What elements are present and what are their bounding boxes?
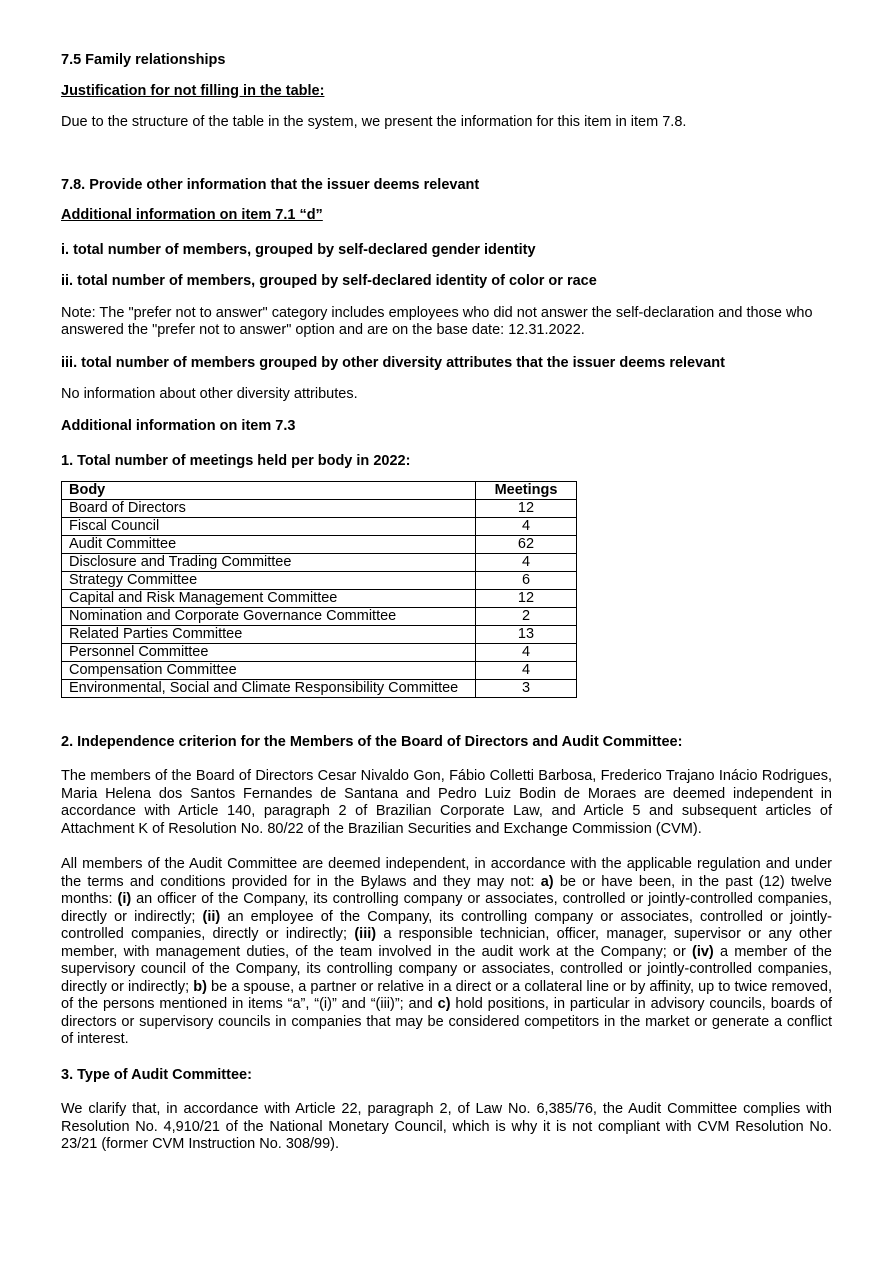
justification-text: Due to the structure of the table in the system, we present the information for this item in item 7.8. (61, 114, 687, 130)
section-heading-7-5: 7.5 Family relationships (61, 52, 226, 68)
meetings-count-cell: 6 (476, 571, 577, 589)
table-row (62, 553, 577, 571)
bold-item-marker: (i) (117, 891, 132, 907)
table-row (62, 535, 577, 553)
body-name-cell: Personnel Committee (62, 643, 476, 661)
body-name-cell: Nomination and Corporate Governance Committee (62, 607, 476, 625)
table-row (62, 499, 577, 517)
audit-type-text: We clarify that, in accordance with Article 22, paragraph 2, of Law No. 6,385/76, the Audit Committee complies with Resolution No. 4,910/21 of the National Monetary Council, which is why it is not compliant with CVM Resolution No. 23/21 (former CVM Instruction No. 308/99). (61, 1101, 832, 1152)
bold-item-marker: b) (193, 978, 207, 995)
table-row (62, 589, 577, 607)
meetings-table-body (62, 499, 577, 697)
text-segment: be or have been, in the past (12) twelve months: (61, 873, 832, 907)
text-segment: All members of the Audit Committee are deemed independent, in accordance with the applicable regulation and under the terms and conditions provided for in the Bylaws and they may not: (61, 856, 832, 890)
bold-item-marker: (ii) (202, 908, 221, 925)
header-body: Body (62, 481, 476, 499)
meetings-count-cell: 4 (476, 553, 577, 571)
text-segment: a member of the supervisory council of the Company, its controlling company or associates, controlled or jointly-controlled companies, directly or indirectly; (61, 943, 833, 995)
other-diversity-text: No information about other diversity attributes. (61, 386, 358, 402)
body-name-cell: Board of Directors (62, 499, 476, 517)
body-name-cell: Capital and Risk Management Committee (62, 589, 476, 607)
independence-heading: 2. Independence criterion for the Members of the Board of Directors and Audit Committee: (61, 733, 683, 750)
bold-item-marker: (iv) (692, 943, 714, 960)
text-segment: be a spouse, a partner or relative in a direct or a collateral line or by affinity, up to twice removed, of the persons mentioned in items “a”, “(i)” and “(iii)”; and (61, 978, 833, 1012)
bold-item-marker: c) (437, 996, 451, 1012)
text-segment: an employee of the Company, its controlling company or associates, controlled or jointly-controlled companies, directly or indirectly; (61, 908, 832, 942)
table-row (62, 571, 577, 589)
color-race-heading: ii. total number of members, grouped by self-declared identity of color or race (61, 273, 597, 289)
justification-label: Justification for not filling in the table: (61, 82, 325, 99)
text-segment: a responsible technician, officer, manager, supervisor or any other member, with management duties, of the team involved in the audit work at the Company; or (61, 926, 832, 960)
table-row (62, 625, 577, 643)
body-name-cell: Compensation Committee (62, 661, 476, 679)
independence-text: The members of the Board of Directors Cesar Nivaldo Gon, Fábio Colletti Barbosa, Frederico Trajano Inácio Rodrigues, Maria Helena dos Santos Fernandes de Santana and Pedro Luiz Bodin de Moraes are deemed independent in accordance with Article 140, paragraph 2 of Brazilian Corporate Law, and Article 5 and subsequent articles of Attachment K of Resolution No. 80/22 of the Brazilian Securities and Exchange Commission (CVM). (61, 768, 832, 837)
body-name-cell: Fiscal Council (62, 517, 476, 535)
body-name-cell: Related Parties Committee (62, 625, 476, 643)
gender-identity-heading: i. total number of members, grouped by self-declared gender identity (61, 241, 536, 258)
header-meetings: Meetings (476, 481, 577, 499)
table-row (62, 643, 577, 661)
table-row (62, 517, 577, 535)
bold-item-marker: a) (540, 873, 554, 890)
meetings-count-cell: 4 (476, 517, 577, 535)
meetings-count-cell: 13 (476, 625, 577, 643)
text-segment: an officer of the Company, its controlling company or associates, controlled or jointly-controlled companies, directly or indirectly; (61, 891, 832, 925)
body-name-cell: Environmental, Social and Climate Responsibility Committee (62, 679, 476, 697)
table-row (62, 661, 577, 679)
meetings-count-cell: 4 (476, 643, 577, 661)
table-row (62, 679, 577, 697)
meetings-count-cell: 3 (476, 679, 577, 697)
audit-type-heading: 3. Type of Audit Committee: (61, 1066, 252, 1083)
table-row (62, 607, 577, 625)
meetings-count-cell: 12 (476, 499, 577, 517)
other-diversity-heading: iii. total number of members grouped by other diversity attributes that the issuer deems relevant (61, 354, 725, 371)
text-segment: hold positions, in particular in advisory councils, boards of directors or supervisory councils in companies that may be considered competitors in the market or generate a conflict of interest. (61, 996, 832, 1047)
audit-committee-independence-text (61, 856, 832, 1049)
meetings-count-cell: 2 (476, 607, 577, 625)
body-name-cell: Disclosure and Trading Committee (62, 553, 476, 571)
meetings-count-cell: 62 (476, 535, 577, 553)
meetings-count-cell: 12 (476, 589, 577, 607)
section-heading-7-8: 7.8. Provide other information that the issuer deems relevant (61, 176, 480, 193)
meetings-count-cell: 4 (476, 661, 577, 679)
additional-info-7-1-label: Additional information on item 7.1 “d” (61, 207, 323, 223)
body-name-cell: Audit Committee (62, 535, 476, 553)
body-name-cell: Strategy Committee (62, 571, 476, 589)
additional-info-7-3-label: Additional information on item 7.3 (61, 417, 296, 434)
bold-item-marker: (iii) (354, 926, 377, 942)
meetings-heading: 1. Total number of meetings held per body in 2022: (61, 453, 411, 469)
table-header-row (62, 481, 577, 499)
meetings-table (61, 481, 577, 698)
document-page (61, 50, 832, 1154)
note-text: Note: The "prefer not to answer" category includes employees who did not answer the self-declaration and those who answered the "prefer not to answer" option and are on the base date: 12.31.2022. (61, 304, 813, 338)
